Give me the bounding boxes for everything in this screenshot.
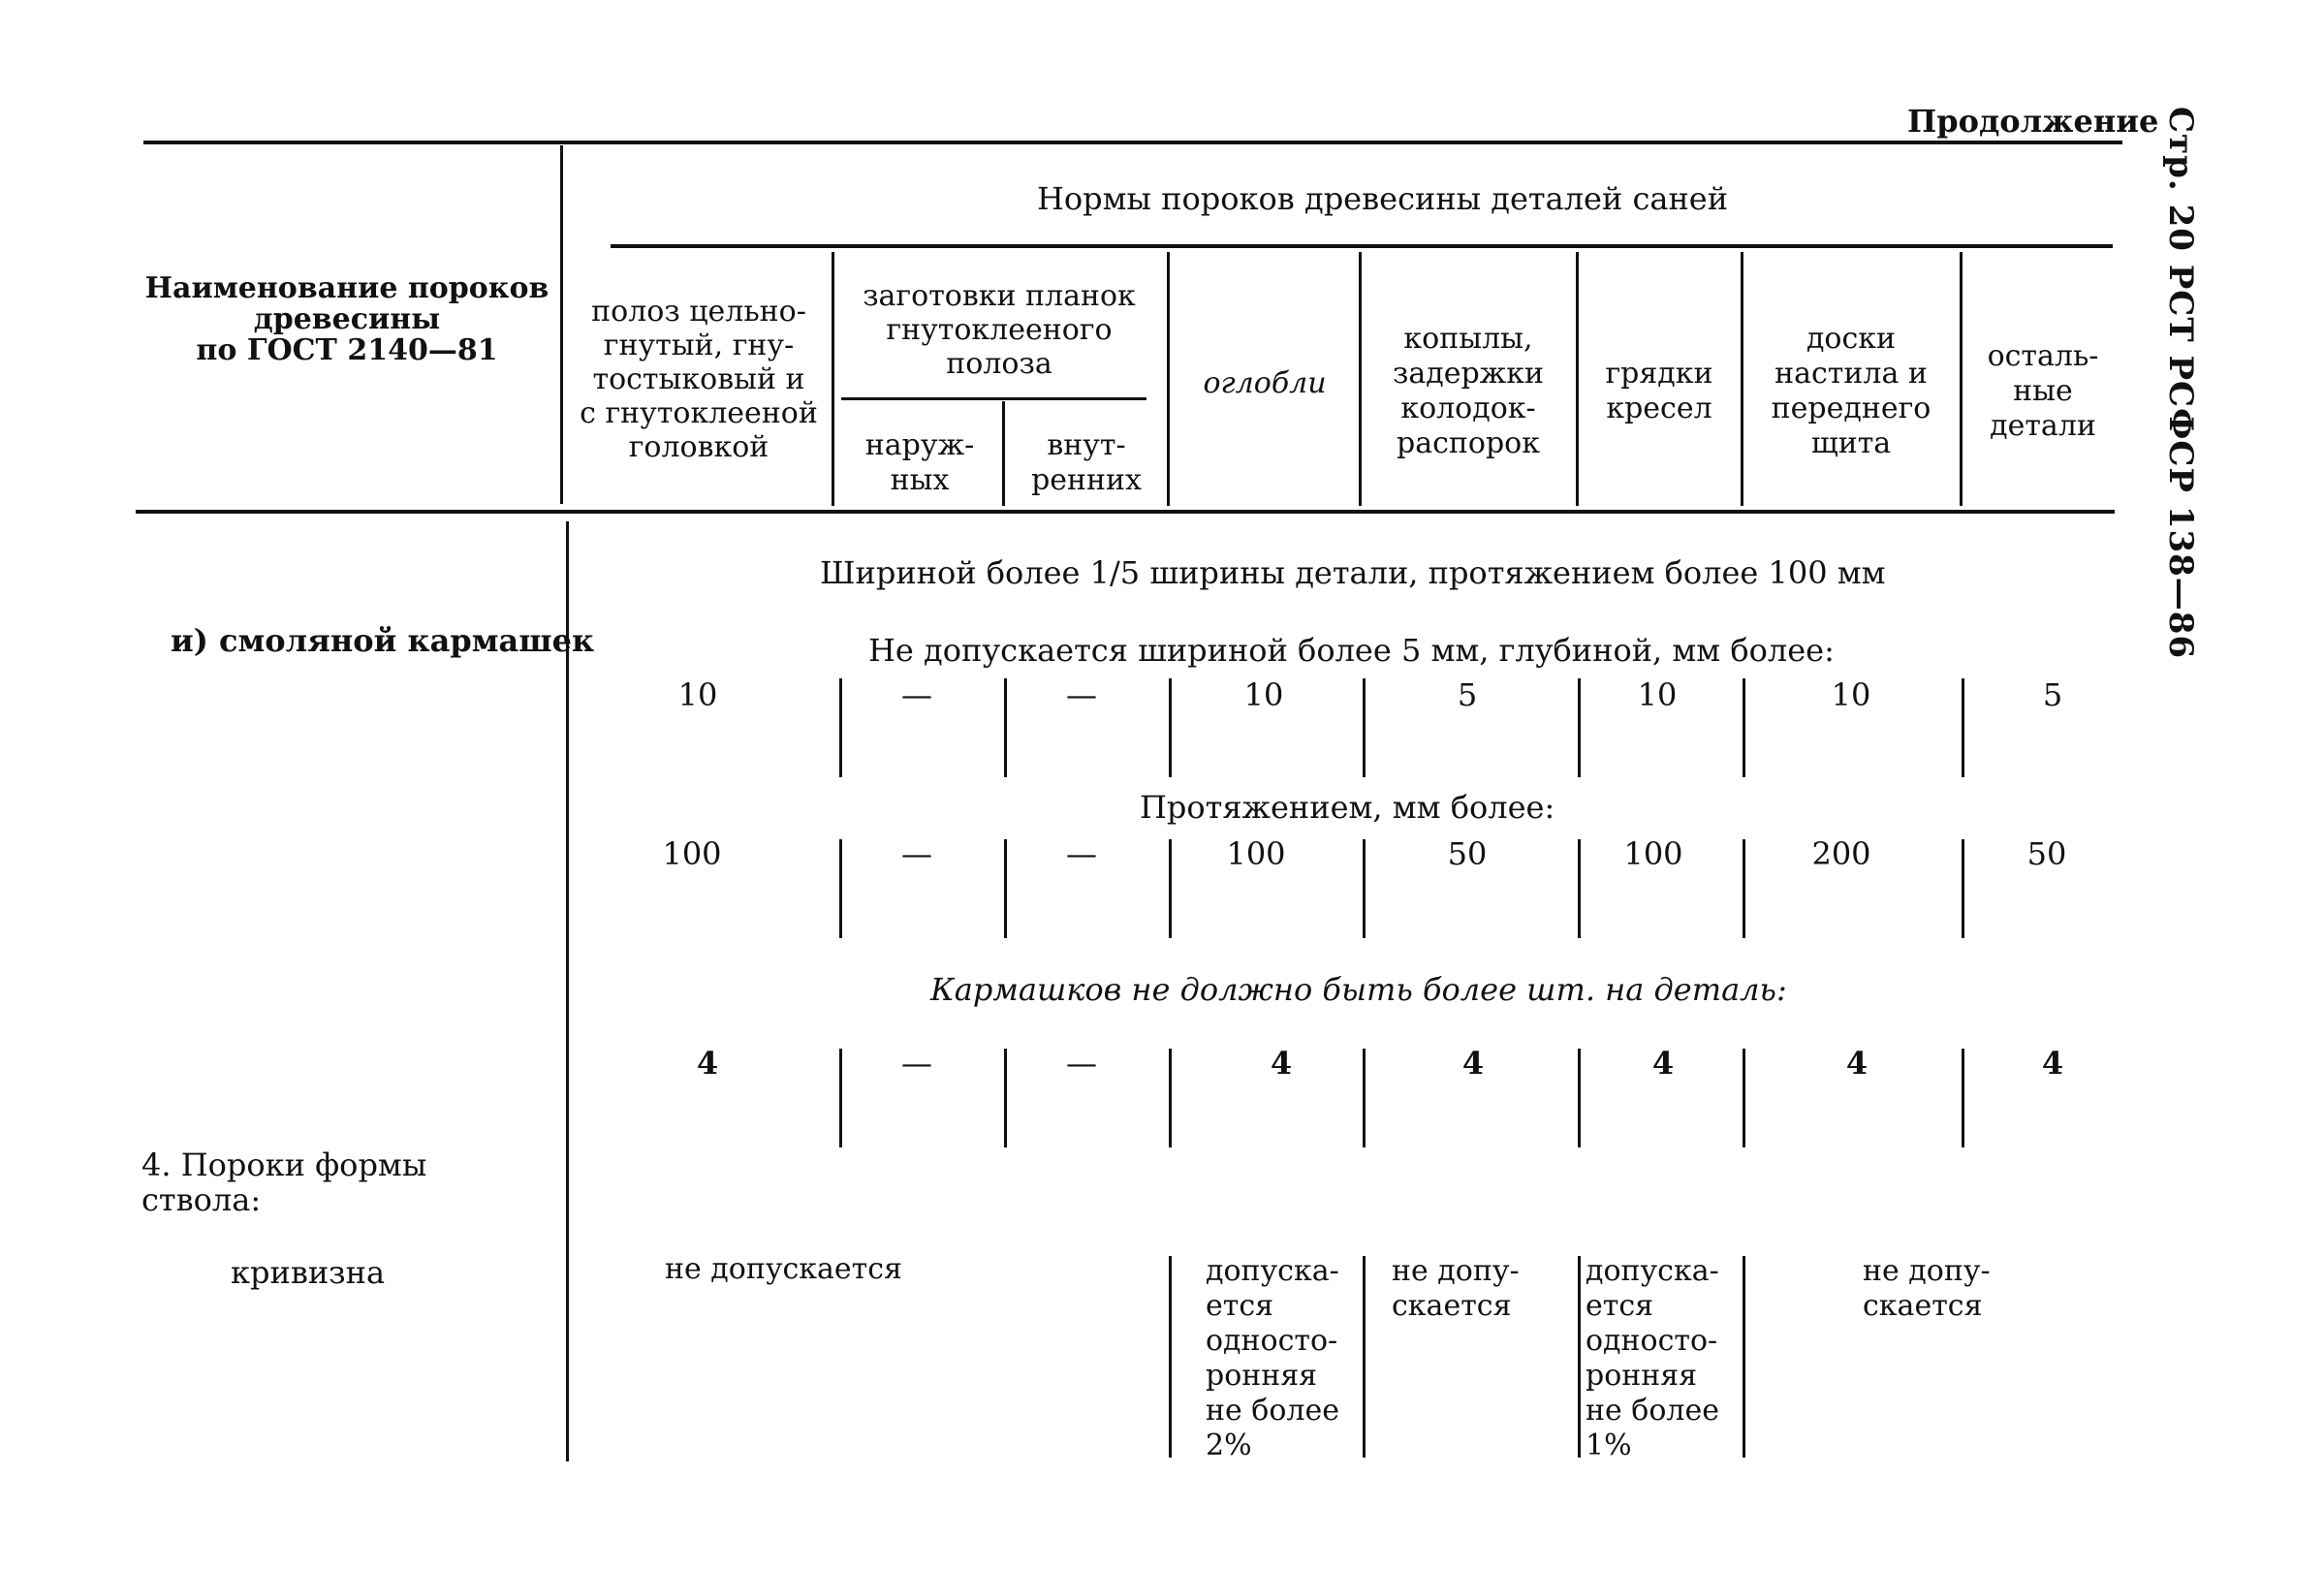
- row-divider: [1962, 839, 1964, 938]
- row-divider: [1004, 678, 1007, 777]
- col-header-inner: внут- ренних: [1031, 428, 1142, 497]
- length-value: 50: [1447, 835, 1488, 872]
- header-divider-4: [1359, 252, 1362, 506]
- row-divider: [1743, 678, 1745, 777]
- item-trunk-form-defects: 4. Пороки формы ствола:: [141, 1146, 427, 1218]
- pockets-value: 4: [1461, 1045, 1485, 1082]
- name-col-divider-body: [566, 521, 569, 1461]
- pockets-value: 4: [2041, 1045, 2064, 1082]
- header-divider-7: [1960, 252, 1963, 506]
- header-bottom-rule: [136, 510, 2115, 514]
- header-divider-6: [1741, 252, 1743, 506]
- length-value: 100: [1226, 835, 1286, 872]
- header-divider-2: [1002, 401, 1005, 506]
- length-value: 50: [2026, 835, 2067, 872]
- length-value: 100: [1623, 835, 1683, 872]
- col-header-seat-rails: грядки кресел: [1605, 357, 1713, 425]
- row-divider: [1363, 1256, 1366, 1458]
- crook-stanchions: не допу- скается: [1392, 1254, 1520, 1323]
- row-divider: [1169, 1049, 1172, 1147]
- row-divider: [1363, 839, 1366, 938]
- table-top-rule: [143, 141, 2122, 144]
- width-depth-note: Не допускается шириной более 5 мм, глубиной, мм более:: [868, 632, 1835, 669]
- row-divider: [1169, 678, 1172, 777]
- col-header-runner: полоз цельно- гнутый, гну- тостыковый и с гнутоклееной головкой: [580, 295, 818, 464]
- length-note: Протяжением, мм более:: [1140, 789, 1555, 826]
- pockets-value: 4: [1270, 1045, 1293, 1082]
- col-header-other: осталь- ные детали: [1987, 339, 2099, 443]
- row-divider: [1743, 1256, 1745, 1458]
- col-header-stanchions: копылы, задержки колодок- распорок: [1392, 322, 1545, 460]
- depth-value: 10: [677, 676, 718, 713]
- row-divider: [1363, 1049, 1366, 1147]
- norms-underline: [611, 244, 2113, 248]
- pockets-note: Кармашков не должно быть более шт. на деталь:: [930, 971, 1787, 1008]
- length-value: 200: [1811, 835, 1871, 872]
- item-resin-pocket: и) смоляной кармашек: [171, 622, 595, 659]
- blanks-underline: [841, 397, 1146, 400]
- col-header-boards: доски настила и переднего щита: [1771, 322, 1931, 460]
- row-divider: [1743, 839, 1745, 938]
- header-divider-3: [1167, 252, 1170, 506]
- name-col-divider-header: [560, 145, 563, 504]
- length-value: 100: [662, 835, 722, 872]
- row-divider: [1743, 1049, 1745, 1147]
- pockets-value: 4: [1651, 1045, 1675, 1082]
- depth-value: —: [1066, 676, 1097, 713]
- row-divider: [1169, 839, 1172, 938]
- row-divider: [839, 1049, 842, 1147]
- row-divider: [1962, 1049, 1964, 1147]
- depth-value: 10: [1243, 676, 1284, 713]
- pockets-value: 4: [696, 1045, 719, 1082]
- pockets-value: —: [901, 1045, 932, 1082]
- row-divider: [1169, 1256, 1172, 1458]
- row-divider: [1578, 1049, 1581, 1147]
- pockets-value: 4: [1845, 1045, 1869, 1082]
- row-divider: [1004, 1049, 1007, 1147]
- crook-other-not-allowed: не допу- скается: [1863, 1254, 1991, 1323]
- row-divider: [1578, 839, 1581, 938]
- row-divider: [839, 678, 842, 777]
- row-divider: [839, 839, 842, 938]
- header-divider-1: [832, 252, 834, 506]
- row-divider: [1578, 678, 1581, 777]
- depth-value: 10: [1637, 676, 1678, 713]
- name-column-header: Наименование пороков древесины по ГОСТ 2140—81: [144, 271, 550, 367]
- length-value: —: [1066, 835, 1097, 872]
- row-divider: [1363, 678, 1366, 777]
- norms-title: Нормы пороков древесины деталей саней: [1037, 180, 1729, 217]
- row-divider: [1004, 839, 1007, 938]
- crook-shafts-allowance: допуска- ется односто- ронняя не более 2%: [1206, 1254, 1339, 1462]
- pockets-value: —: [1066, 1045, 1097, 1082]
- page-side-label: Стр. 20 РСТ РСФСР 138—86: [2161, 107, 2200, 660]
- item-crook: кривизна: [231, 1254, 386, 1291]
- depth-value: 5: [1457, 676, 1478, 713]
- col-header-blanks: заготовки планок гнутоклееного полоза: [863, 279, 1136, 381]
- crook-seat-rails-allowance: допуска- ется односто- ронняя не более 1%: [1586, 1254, 1719, 1462]
- col-header-shafts: оглобли: [1203, 366, 1327, 400]
- continuation-label: Продолжение: [1907, 103, 2159, 140]
- depth-value: —: [901, 676, 932, 713]
- crook-not-allowed: не допускается: [665, 1252, 902, 1286]
- row-divider: [1962, 678, 1964, 777]
- row-divider: [1578, 1256, 1581, 1458]
- depth-value: 10: [1831, 676, 1871, 713]
- length-value: —: [901, 835, 932, 872]
- col-header-outer: наруж- ных: [864, 428, 975, 497]
- header-divider-5: [1576, 252, 1579, 506]
- depth-value: 5: [2042, 676, 2063, 713]
- width-note: Шириной более 1/5 ширины детали, протяжением более 100 мм: [820, 554, 1886, 591]
